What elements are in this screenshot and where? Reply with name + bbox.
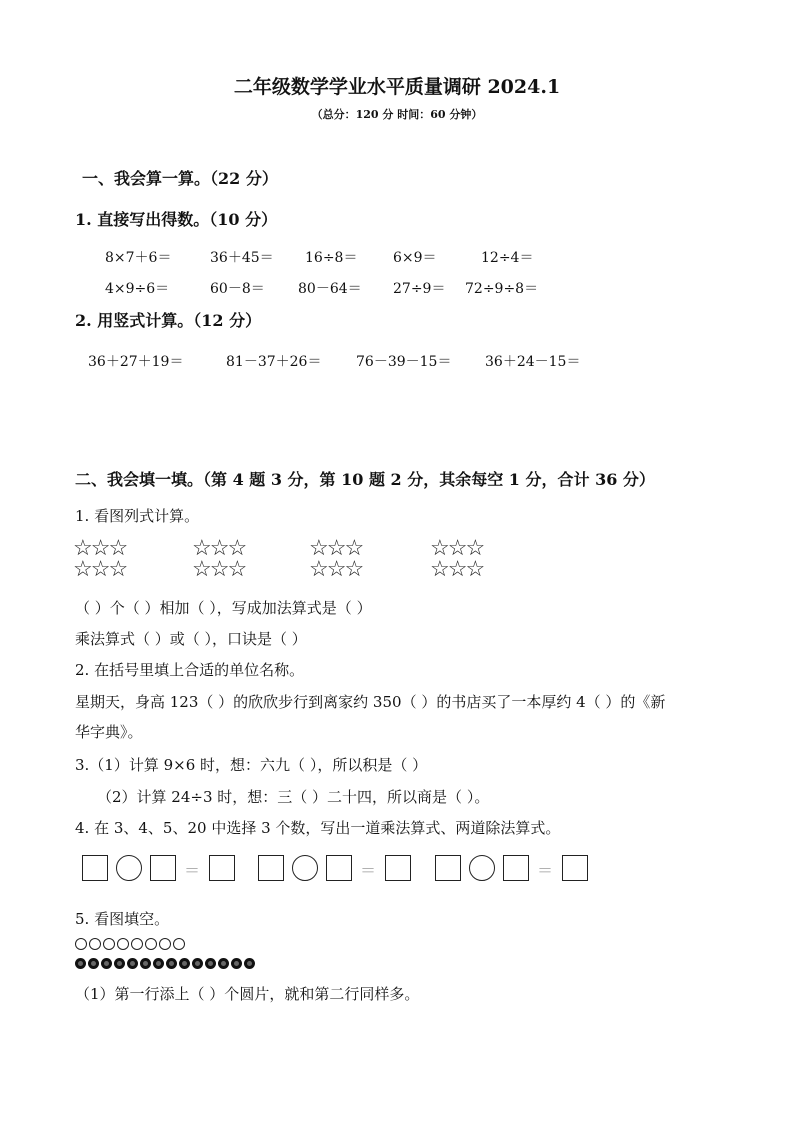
operator-circle[interactable] (292, 855, 318, 881)
answer-box[interactable] (435, 855, 461, 881)
s2-q5-title: 5. 看图填空。 (75, 910, 170, 928)
answer-box[interactable] (385, 855, 411, 881)
open-circles-row (75, 938, 185, 950)
s1-q1-title: 1. 直接写出得数。（10 分） (75, 210, 278, 229)
filled-circle (244, 958, 255, 969)
section2-heading: 二、我会填一填。（第 4 题 3 分，第 10 题 2 分，其余每空 1 分，合计 36 分） (75, 470, 655, 489)
calc-item: 80－64＝ (298, 281, 362, 297)
calc-item: 6×9＝ (393, 250, 437, 266)
answer-box[interactable] (258, 855, 284, 881)
equals-sign: ＝ (184, 861, 201, 880)
calc-item: 4×9÷6＝ (105, 281, 170, 297)
operator-circle[interactable] (116, 855, 142, 881)
answer-box[interactable] (503, 855, 529, 881)
vertical-item: 76－39－15＝ (356, 354, 452, 370)
filled-circle (179, 958, 190, 969)
vertical-item: 36＋24－15＝ (485, 354, 581, 370)
open-circle (173, 938, 185, 950)
star-group-4: ☆☆☆ ☆☆☆ (430, 536, 484, 582)
s2-q1-line1: （ ）个（ ）相加（ ），写成加法算式是（ ） (75, 599, 372, 617)
calc-item: 8×7＋6＝ (105, 250, 172, 266)
filled-circle (231, 958, 242, 969)
calc-item: 12÷4＝ (481, 250, 534, 266)
vertical-item: 36＋27＋19＝ (88, 354, 184, 370)
filled-circle (127, 958, 138, 969)
open-circle (75, 938, 87, 950)
s2-q2-title: 2. 在括号里填上合适的单位名称。 (75, 661, 305, 679)
filled-circle (75, 958, 86, 969)
answer-box[interactable] (150, 855, 176, 881)
calc-item: 27÷9＝ (393, 281, 446, 297)
filled-circle (88, 958, 99, 969)
open-circle (103, 938, 115, 950)
calc-item: 60－8＝ (210, 281, 265, 297)
filled-circles-row (75, 958, 255, 969)
filled-circle (114, 958, 125, 969)
answer-box[interactable] (326, 855, 352, 881)
page-title: 二年级数学学业水平质量调研 2024.1 (233, 76, 561, 98)
filled-circle (218, 958, 229, 969)
equals-sign: ＝ (360, 861, 377, 880)
vertical-item: 81－37＋26＝ (226, 354, 322, 370)
open-circle (159, 938, 171, 950)
star-group-1: ☆☆☆ ☆☆☆ (73, 536, 127, 582)
calc-item: 36＋45＝ (210, 250, 274, 266)
operator-circle[interactable] (469, 855, 495, 881)
open-circle (145, 938, 157, 950)
open-circle (131, 938, 143, 950)
filled-circle (153, 958, 164, 969)
filled-circle (205, 958, 216, 969)
s2-q3-line2: （2）计算 24÷3 时，想：三（ ）二十四，所以商是（ ）。 (97, 788, 490, 806)
filled-circle (192, 958, 203, 969)
s2-q1-line2: 乘法算式（ ）或（ ），口诀是（ ） (75, 630, 307, 648)
s2-q2-line2: 华字典》。 (75, 723, 143, 741)
page-subtitle: （总分：120 分 时间：60 分钟） (311, 108, 483, 121)
answer-box[interactable] (209, 855, 235, 881)
open-circle (89, 938, 101, 950)
calc-item: 16÷8＝ (305, 250, 358, 266)
open-circle (117, 938, 129, 950)
s1-q2-title: 2. 用竖式计算。（12 分） (75, 311, 262, 330)
calc-item: 72÷9÷8＝ (465, 281, 539, 297)
filled-circle (166, 958, 177, 969)
answer-box[interactable] (562, 855, 588, 881)
filled-circle (101, 958, 112, 969)
star-group-3: ☆☆☆ ☆☆☆ (309, 536, 363, 582)
answer-box[interactable] (82, 855, 108, 881)
s2-q2-line1: 星期天，身高 123（ ）的欣欣步行到离家约 350（ ）的书店买了一本厚约 4（ ）的《新 (75, 693, 666, 711)
filled-circle (140, 958, 151, 969)
s2-q1-title: 1. 看图列式计算。 (75, 507, 200, 525)
star-group-2: ☆☆☆ ☆☆☆ (192, 536, 246, 582)
s2-q4-title: 4. 在 3、4、5、20 中选择 3 个数，写出一道乘法算式、两道除法算式。 (75, 819, 561, 837)
s2-q5-line1: （1）第一行添上（ ）个圆片，就和第二行同样多。 (75, 985, 420, 1003)
equals-sign: ＝ (537, 861, 554, 880)
s2-q3-line1: 3.（1）计算 9×6 时，想：六九（ ），所以积是（ ） (75, 756, 428, 774)
section1-heading: 一、我会算一算。（22 分） (82, 169, 278, 188)
